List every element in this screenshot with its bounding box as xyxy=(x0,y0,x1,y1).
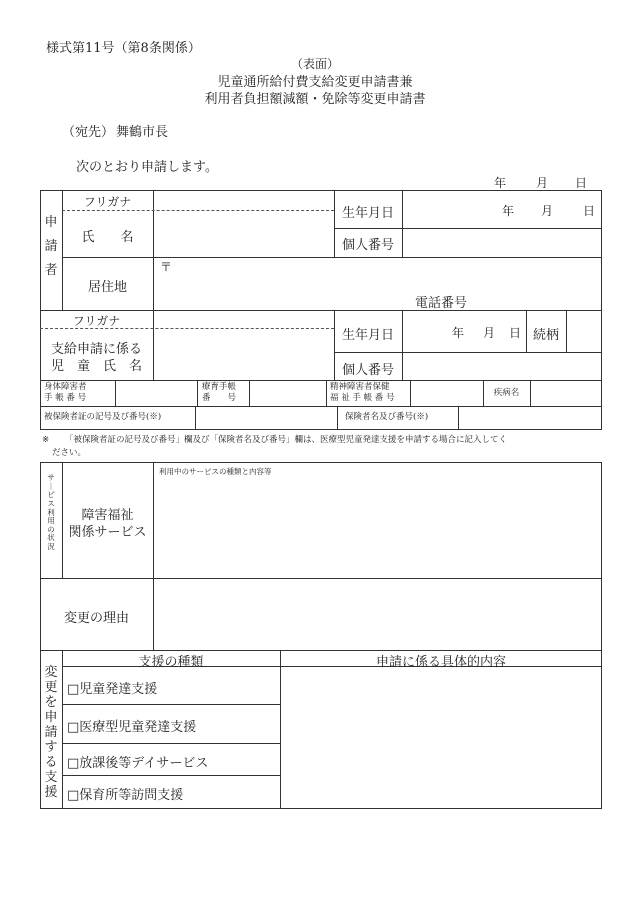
change-support-side-label: 変 更 を 申 請 す る 支 援 xyxy=(44,665,58,800)
applicant-name-label: 氏 名 xyxy=(81,230,134,245)
title-line-1: 児童通所給付費支給変更申請書兼 xyxy=(217,75,413,90)
applicant-birth-label: 生年月日 xyxy=(341,206,394,221)
child-birth-month: 月 xyxy=(483,326,496,340)
child-my-number-label: 個人番号 xyxy=(341,363,394,378)
child-name-label-1: 支給申請に係る xyxy=(50,342,142,357)
service-label-2: 関係サービス xyxy=(68,525,147,540)
applicant-furigana-label: フリガナ xyxy=(83,195,132,209)
postal-mark: 〒 xyxy=(160,260,173,274)
intro-text: 次のとおり申請します。 xyxy=(76,160,218,175)
child-furigana-label: フリガナ xyxy=(72,314,121,328)
insured-label: 被保険者証の記号及び番号(※) xyxy=(44,412,162,422)
support-type-header: 支援の種類 xyxy=(138,655,204,670)
note-mark: ※ xyxy=(42,435,50,445)
service-side-label: サ ｜ ビ ス 利 用 の 状 況 xyxy=(47,473,55,551)
service-label-1: 障害福祉 xyxy=(81,508,134,523)
disease-label: 疾病名 xyxy=(493,388,520,398)
applicant-section-label: 申 請 者 xyxy=(44,215,58,278)
date-day-label: 日 xyxy=(575,176,588,190)
physical-cert-label: 身体障害者 手 帳 番 号 xyxy=(44,382,87,403)
date-month-label: 月 xyxy=(536,176,549,190)
support-option-nursery-visit-support[interactable]: □保育所等訪問支援 xyxy=(67,788,184,803)
child-birth-year: 年 xyxy=(452,326,465,340)
applicant-address-label: 居住地 xyxy=(87,280,127,295)
mental-cert-label: 精神障害者保健 福 祉 手 帳 番 号 xyxy=(330,382,395,403)
applicant-birth-month: 月 xyxy=(541,204,554,218)
insurer-label: 保険者名及び番号(※) xyxy=(345,412,429,422)
ryoiku-cert-label: 療育手帳 番 号 xyxy=(202,382,237,403)
child-relation-label: 続柄 xyxy=(532,328,559,343)
side-label: （表面） xyxy=(290,57,339,71)
support-content-header: 申請に係る具体的内容 xyxy=(375,655,506,670)
form-number: 様式第11号（第8条関係） xyxy=(46,41,201,56)
support-option-after-school-day-service[interactable]: □放課後等デイサービス xyxy=(67,756,209,771)
date-year-label: 年 xyxy=(494,176,507,190)
change-reason-label: 変更の理由 xyxy=(63,611,129,626)
applicant-birth-day: 日 xyxy=(583,204,596,218)
support-option-medical-child-development[interactable]: □医療型児童発達支援 xyxy=(67,720,197,735)
note-line-2: ださい。 xyxy=(52,448,87,458)
support-option-child-development[interactable]: □児童発達支援 xyxy=(67,682,158,697)
child-birth-day: 日 xyxy=(509,326,522,340)
title-line-2: 利用者負担額減額・免除等変更申請書 xyxy=(204,92,426,107)
addressee-label: （宛先） xyxy=(62,125,115,140)
note-line-1: 「被保険者証の記号及び番号」欄及び「保険者名及び番号」欄は、医療型児童発達支援を申請する場合に記入してく xyxy=(65,435,508,445)
applicant-birth-year: 年 xyxy=(502,204,515,218)
applicant-phone-label: 電話番号 xyxy=(415,296,468,311)
child-name-label-2: 児 童 氏 名 xyxy=(50,359,142,374)
child-birth-label: 生年月日 xyxy=(341,328,394,343)
addressee-name: 舞鶴市長 xyxy=(116,125,169,140)
applicant-my-number-label: 個人番号 xyxy=(341,238,394,253)
in-use-service-label: 利用中のサービスの種類と内容等 xyxy=(159,467,272,476)
